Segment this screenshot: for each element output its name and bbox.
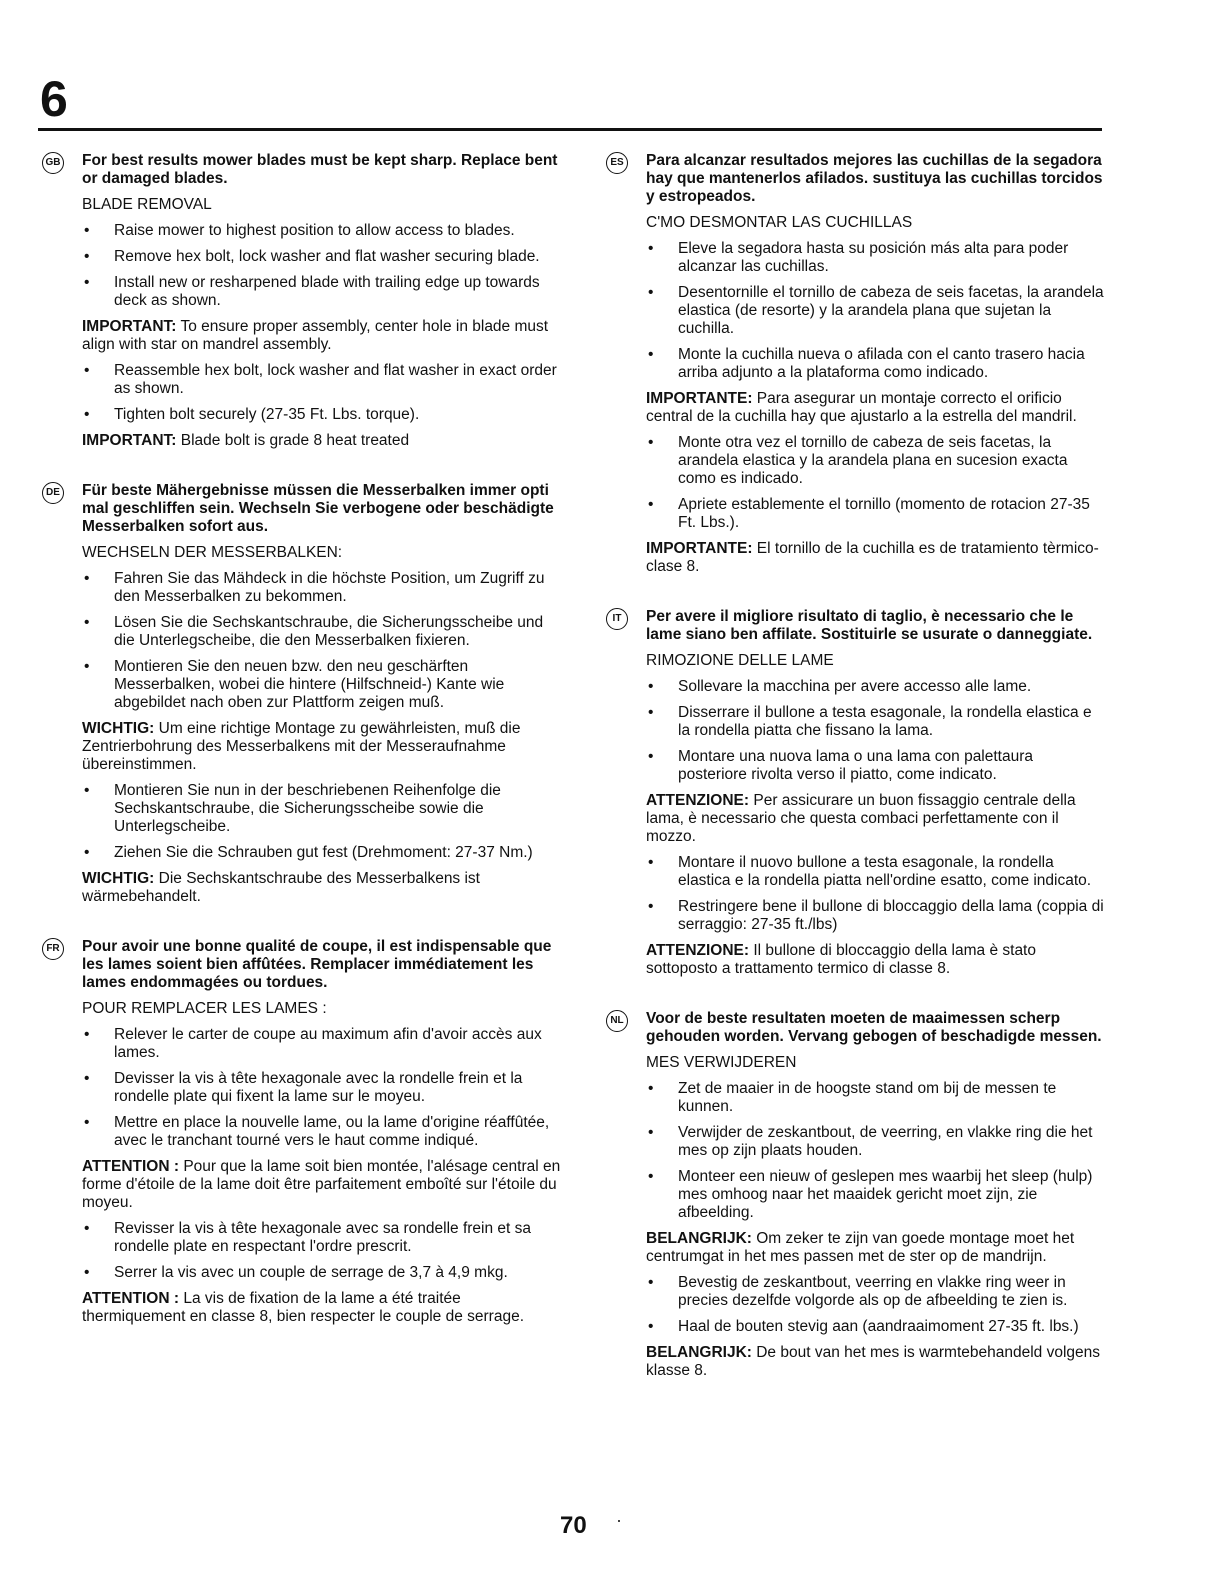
list-item: • Reassemble hex bolt, lock washer and flat washer in exact order as shown. — [84, 362, 557, 397]
bullet-icon: • — [648, 284, 654, 301]
steps-list-2 — [42, 362, 562, 424]
section-nl — [606, 1010, 1104, 1380]
section-fr — [42, 938, 562, 1326]
intro-text: Para alcanzar resultados mejores las cuchillas de la segadora hay que mantenerlos afilados. sustituya las cuchillas torcidos y estropeados. — [646, 152, 1103, 205]
bullet-icon: • — [84, 1114, 90, 1131]
list-item: • Verwijder de zeskantbout, de veerring, en vlakke ring die het mes op zijn plaats houden. — [648, 1124, 1093, 1159]
intro-text: Voor de beste resultaten moeten de maaimessen scherp gehouden worden. Vervang gebogen of beschadigde messen. — [646, 1010, 1102, 1045]
list-item: • Disserrare il bullone a testa esagonale, la rondella elastica e la rondella piatta che fissano la lama. — [648, 704, 1092, 739]
important-note-2: ATTENTION : La vis de fixation de la lame a été traitée thermiquement en classe 8, bien respecter le couple de serrage. — [82, 1290, 524, 1325]
list-item: • Monteer een nieuw of geslepen mes waarbij het sleep (hulp) mes omhoog naar het maaidek gericht moet zijn, zie afbeelding. — [648, 1168, 1093, 1221]
bullet-icon: • — [84, 248, 90, 265]
steps-list — [606, 240, 1104, 382]
bullet-icon: • — [84, 406, 90, 423]
list-item: • Monte otra vez el tornillo de cabeza de seis facetas, la arandela elastica y la arandela plana en sucesion exacta como es indicado. — [648, 434, 1068, 487]
list-item: • Serrer la vis avec un couple de serrage de 3,7 à 4,9 mkg. — [84, 1264, 508, 1281]
bullet-icon: • — [84, 1026, 90, 1043]
language-badge-es: ES — [606, 152, 628, 174]
list-item: • Lösen Sie die Sechskantschraube, die Sicherungsscheibe und die Unterlegscheibe, die den Messerbalken fixieren. — [84, 614, 544, 649]
section-it — [606, 608, 1104, 978]
bullet-icon: • — [648, 346, 654, 363]
bullet-icon: • — [84, 362, 90, 379]
list-item: • Sollevare la macchina per avere accesso alle lame. — [648, 678, 1032, 695]
header-rule — [38, 128, 1102, 131]
steps-list — [42, 222, 562, 310]
section-gb — [42, 152, 562, 450]
steps-list — [42, 570, 562, 712]
steps-list-2 — [42, 782, 562, 862]
left-column — [42, 152, 562, 1358]
list-item: • Zet de maaier in de hoogste stand om bij de messen te kunnen. — [648, 1080, 1057, 1115]
bullet-icon: • — [648, 1124, 654, 1141]
important-note-2: BELANGRIJK: De bout van het mes is warmtebehandeld volgens klasse 8. — [646, 1344, 1101, 1379]
page-number: 70 — [560, 1512, 587, 1539]
list-item: • Relever le carter de coupe au maximum afin d'avoir accès aux lames. — [84, 1026, 542, 1061]
bullet-icon: • — [84, 222, 90, 239]
bullet-icon: • — [648, 748, 654, 765]
list-item: • Restringere bene il bullone di bloccaggio della lama (coppia di serraggio: 27-35 ft./lbs) — [648, 898, 1104, 933]
intro-text: Für beste Mähergebnisse müssen die Messerbalken immer opti mal geschliffen sein. Wechseln Sie verbogene oder beschädigte Messerbalken sofort aus. — [82, 482, 554, 535]
bullet-icon: • — [648, 898, 654, 915]
important-note: IMPORTANTE: Para asegurar un montaje correcto el orificio central de la cuchilla hay que ajustarlo a la estrella del mandril. — [646, 390, 1077, 425]
bullet-icon: • — [84, 570, 90, 587]
bullet-icon: • — [84, 1070, 90, 1087]
bullet-icon: • — [648, 1318, 654, 1335]
section-heading: RIMOZIONE DELLE LAME — [646, 652, 834, 669]
steps-list-2 — [606, 434, 1104, 532]
section-heading: BLADE REMOVAL — [82, 196, 212, 213]
steps-list — [606, 1080, 1104, 1222]
list-item: • Eleve la segadora hasta su posición más alta para poder alcanzar las cuchillas. — [648, 240, 1069, 275]
list-item: • Montieren Sie nun in der beschriebenen Reihenfolge die Sechskantschraube, die Sicherungsscheibe sowie die Unterlegscheibe. — [84, 782, 501, 835]
page-dot — [618, 1520, 620, 1522]
steps-list-2 — [606, 1274, 1104, 1336]
important-note: IMPORTANT: To ensure proper assembly, center hole in blade must align with star on mandrel assembly. — [82, 318, 549, 353]
steps-list — [42, 1026, 562, 1150]
bullet-icon: • — [648, 854, 654, 871]
list-item: • Apriete establemente el tornillo (momento de rotacion 27-35 Ft. Lbs.). — [648, 496, 1090, 531]
list-item: • Haal de bouten stevig aan (aandraaimoment 27-35 ft. lbs.) — [648, 1318, 1079, 1335]
language-badge-gb: GB — [42, 152, 64, 174]
list-item: • Ziehen Sie die Schrauben gut fest (Drehmoment: 27-37 Nm.) — [84, 844, 533, 861]
language-badge-de: DE — [42, 482, 64, 504]
important-note: BELANGRIJK: Om zeker te zijn van goede montage moet het centrumgat in het mes passen met de ster op de mandrijn. — [646, 1230, 1075, 1265]
list-item: • Desentornille el tornillo de cabeza de seis facetas, la arandela elastica (de resorte) y la arandela plana que sujetan la cuchilla. — [648, 284, 1104, 337]
important-note: ATTENTION : Pour que la lame soit bien montée, l'alésage central en forme d'étoile de la lame doit être parfaitement emboîté sur l'étoile du moyeu. — [82, 1158, 561, 1211]
important-note: WICHTIG: Um eine richtige Montage zu gewährleisten, muß die Zentrierbohrung des Messerbalkens mit der Messeraufnahme übereinstimmen. — [82, 720, 521, 773]
important-note-2: IMPORTANTE: El tornillo de la cuchilla es de tratamiento tèrmico-clase 8. — [646, 540, 1099, 575]
intro-text: Pour avoir une bonne qualité de coupe, il est indispensable que les lames soient bien affûtées. Remplacer immédiatement les lames endommagées ou tordues. — [82, 938, 552, 991]
language-badge-nl: NL — [606, 1010, 628, 1032]
bullet-icon: • — [648, 678, 654, 695]
list-item: • Montare una nuova lama o una lama con palettaura posteriore rivolta verso il piatto, come indicato. — [648, 748, 1034, 783]
list-item: • Tighten bolt securely (27-35 Ft. Lbs. torque). — [84, 406, 420, 423]
list-item: • Revisser la vis à tête hexagonale avec sa rondelle frein et sa rondelle plate en respectant l'ordre prescrit. — [84, 1220, 532, 1255]
language-badge-fr: FR — [42, 938, 64, 960]
list-item: • Raise mower to highest position to allow access to blades. — [84, 222, 515, 239]
section-de — [42, 482, 562, 906]
section-heading: POUR REMPLACER LES LAMES : — [82, 1000, 327, 1017]
right-column — [606, 152, 1104, 1412]
bullet-icon: • — [648, 704, 654, 721]
list-item: • Install new or resharpened blade with trailing edge up towards deck as shown. — [84, 274, 540, 309]
bullet-icon: • — [84, 1264, 90, 1281]
list-item: • Fahren Sie das Mähdeck in die höchste Position, um Zugriff zu den Messerbalken zu bekommen. — [84, 570, 545, 605]
steps-list — [606, 678, 1104, 784]
list-item: • Monte la cuchilla nueva o afilada con el canto trasero hacia arriba adjunto a la plataforma como indicado. — [648, 346, 1085, 381]
section-heading: MES VERWIJDEREN — [646, 1054, 797, 1071]
steps-list-2 — [606, 854, 1104, 934]
list-item: • Bevestig de zeskantbout, veerring en vlakke ring weer in precies dezelfde volgorde als op de afbeelding te zien is. — [648, 1274, 1068, 1309]
bullet-icon: • — [648, 1080, 654, 1097]
list-item: • Montieren Sie den neuen bzw. den neu geschärften Messerbalken, wobei die hintere (Hilfschneid-) Kante wie abgebildet nach oben zur Plattform zeigen muß. — [84, 658, 505, 711]
bullet-icon: • — [84, 274, 90, 291]
bullet-icon: • — [648, 434, 654, 451]
bullet-icon: • — [648, 1274, 654, 1291]
important-note: ATTENZIONE: Per assicurare un buon fissaggio centrale della lama, è necessario che questa combaci perfettamente con il mozzo. — [646, 792, 1076, 845]
section-heading: WECHSELN DER MESSERBALKEN: — [82, 544, 343, 561]
language-badge-it: IT — [606, 608, 628, 630]
list-item: • Remove hex bolt, lock washer and flat washer securing blade. — [84, 248, 540, 265]
intro-text: For best results mower blades must be kept sharp. Replace bent or damaged blades. — [82, 152, 558, 187]
list-item: • Devisser la vis à tête hexagonale avec la rondelle frein et la rondelle plate qui fixent la lame sur le moyeu. — [84, 1070, 523, 1105]
chapter-number: 6 — [40, 71, 68, 127]
intro-text: Per avere il migliore risultato di taglio, è necessario che le lame siano ben affilate. Sostituirle se usurate o danneggiate. — [646, 608, 1093, 643]
important-note-2: WICHTIG: Die Sechskantschraube des Messerbalkens ist wärmebehandelt. — [82, 870, 480, 905]
bullet-icon: • — [84, 844, 90, 861]
important-note-2: IMPORTANT: Blade bolt is grade 8 heat treated — [82, 432, 410, 449]
bullet-icon: • — [84, 782, 90, 799]
section-es — [606, 152, 1104, 576]
bullet-icon: • — [648, 240, 654, 257]
section-heading: C'MO DESMONTAR LAS CUCHILLAS — [646, 214, 913, 231]
bullet-icon: • — [84, 1220, 90, 1237]
list-item: • Montare il nuovo bullone a testa esagonale, la rondella elastica e la rondella piatta nell'ordine esatto, come indicato. — [648, 854, 1092, 889]
bullet-icon: • — [84, 614, 90, 631]
important-note-2: ATTENZIONE: Il bullone di bloccaggio della lama è stato sottoposto a trattamento termico di classe 8. — [646, 942, 1036, 977]
steps-list-2 — [42, 1220, 562, 1282]
bullet-icon: • — [84, 658, 90, 675]
bullet-icon: • — [648, 1168, 654, 1185]
bullet-icon: • — [648, 496, 654, 513]
list-item: • Mettre en place la nouvelle lame, ou la lame d'origine réaffûtée, avec le tranchant tourné vers le haut comme indiqué. — [84, 1114, 550, 1149]
